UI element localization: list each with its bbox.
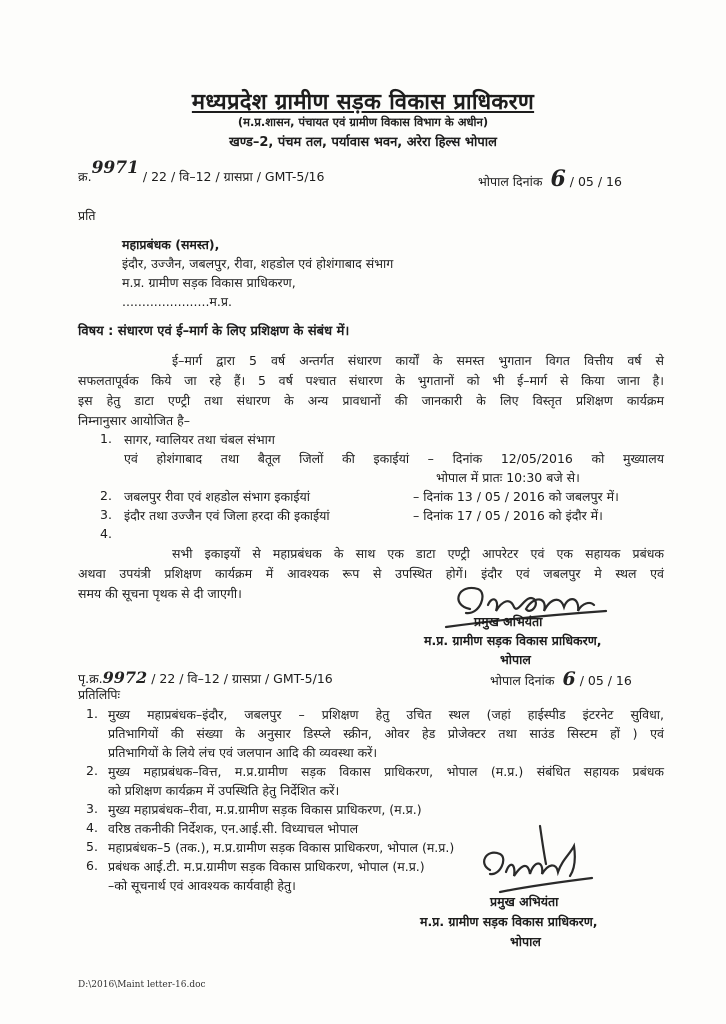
list-item: भोपाल में प्रातः 10:30 बजे से। [436,470,580,485]
handwritten-date-day: 6 [562,668,576,690]
list-number: 1. [86,706,98,721]
prati-label: प्रति [78,208,96,223]
list-number: 2. [100,488,112,503]
signatory-city: भोपाल [500,652,531,667]
ref-prefix: पृ.क्र. [78,671,103,686]
copies-label: प्रतिलिपिः [78,687,121,702]
list-number: 6. [86,858,98,873]
copy-line: महाप्रबंधक–5 (तक.), म.प्र.ग्रामीण सड़क विकास प्राधिकरण, भोपाल (म.प्र.) [108,840,455,855]
list-number: 5. [86,839,98,854]
handwritten-ref-no: 9971 [91,158,139,178]
ref-date [478,166,622,192]
org-address: खण्ड–2, पंचम तल, पर्यावास भवन, अरेरा हिल्स भोपाल [229,135,497,150]
ref-number-2 [78,668,333,687]
list-item: सागर, ग्वालियर तथा चंबल संभाग [124,432,275,447]
copy-line: –को सूचनार्थ एवं आवश्यक कार्यवाही हेतु। [108,878,296,893]
body-line: सफलतापूर्वक किये जा रहे हैं। 5 वर्ष पश्चात संधारण के भुगतानों को भी ई–मार्ग से किया जाना है। [78,373,664,388]
copy-line: प्रबंधक आई.टी. म.प्र.ग्रामीण सड़क विकास प्राधिकरण, भोपाल (म.प्र.) [108,859,425,874]
list-number: 4. [86,820,98,835]
addressee-line-4: ......................म.प्र. [122,294,232,309]
signatory-city: भोपाल [510,934,541,949]
body-line: निम्नानुसार आयोजित है– [78,413,191,428]
list-number: 3. [86,801,98,816]
date-label: भोपाल दिनांक [478,174,543,189]
ref-number [78,158,325,186]
addressee-line-2: इंदौर, उज्जैन, जबलपुर, रीवा, शहडोल एवं होशंगाबाद संभाग [122,256,394,271]
signatory-org: म.प्र. ग्रामीण सड़क विकास प्राधिकरण, [424,633,602,648]
date-rest: / 05 / 16 [579,673,632,688]
list-number: 4. [100,526,112,541]
body-line: सभी इकाइयों से महाप्रबंधक के साथ एक डाटा एण्ट्री आपरेटर एवं एक सहायक प्रबंधक [172,546,664,561]
signatory-org: म.प्र. ग्रामीण सड़क विकास प्राधिकरण, [420,914,598,929]
list-item: एवं होशंगाबाद तथा बैतूल जिलों की इकाईयां – दिनांक 12/05/2016 को मुख्यालय [124,451,664,466]
list-item: जबलपुर रीवा एवं शहडोल संभाग इकाईयां [124,489,311,504]
body-line: अथवा उपयंत्री प्रशिक्षण कार्यक्रम में आवश्यक रूप से उपस्थित होगें। इंदौर एवं जबलपुर मे स्थल एवं [78,566,664,581]
org-subtitle: (म.प्र.शासन, पंचायत एवं ग्रामीण विकास विभाग के अधीन) [237,115,489,129]
copy-line: प्रतिभागियों की संख्या के अनुसार डिस्प्ले स्क्रीन, ओवर हेड प्रोजेक्टर तथा साउंड सिस्टम हों ) एवं [108,726,664,741]
body-line: समय की सूचना पृथक से दी जाएगी। [78,586,242,601]
file-path-footer: D:\2016\Maint letter-16.doc [78,980,206,990]
list-item: इंदौर तथा उज्जैन एवं जिला हरदा की इकाईयां [124,508,330,523]
copy-line: मुख्य महाप्रबंधक–वित्त, म.प्र.ग्रामीण सड़क विकास प्राधिकरण, भोपाल (म.प्र.) संबंधित सहायक प्रबंधक [108,764,664,779]
list-item: – दिनांक 13 / 05 / 2016 को जबलपुर में। [413,489,619,504]
copy-line: मुख्य महाप्रबंधक–इंदौर, जबलपुर – प्रशिक्षण हेतु उचित स्थल (जहां हाईस्पीड इंटरनेट सुविधा, [108,707,664,722]
ref-prefix: क्र. [78,169,92,184]
org-title: मध्यप्रदेश ग्रामीण सड़क विकास प्राधिकरण [191,90,535,115]
body-line: इस हेतु डाटा एण्ट्री तथा संधारण के अन्य प्रावधानों की जानकारी के लिए विस्तृत प्रशिक्षण कार्यक्रम [78,393,664,408]
subject-line: विषय : संधारण एवं ई–मार्ग के लिए प्रशिक्षण के संबंध में। [78,324,350,339]
copy-line: प्रतिभागियों के लिये लंच एवं जलपान आदि की व्यवस्था करें। [108,745,378,760]
handwritten-date-day: 6 [550,166,566,192]
list-number: 1. [100,431,112,446]
copy-line: वरिष्ठ तकनीकी निर्देशक, एन.आई.सी. विध्याचल भोपाल [108,821,359,836]
body-line: ई–मार्ग द्वारा 5 वर्ष अन्तर्गत संधारण कार्यों के समस्त भुगतान विगत वित्तीय वर्ष से [172,353,664,368]
date-label: भोपाल दिनांक [490,673,555,688]
list-item: – दिनांक 17 / 05 / 2016 को इंदौर में। [413,508,603,523]
date-rest: / 05 / 16 [569,174,622,189]
signatory-title: प्रमुख अभियंता [490,894,559,909]
handwritten-ref-no: 9972 [102,668,148,687]
signatory-title: प्रमुख अभियंता [474,614,543,629]
addressee-line-1: महाप्रबंधक (समस्त), [122,237,220,252]
ref-date-2 [490,668,632,690]
list-number: 3. [100,507,112,522]
copy-line: को प्रशिक्षण कार्यक्रम में उपस्थिति हेतु निर्देशित करें। [108,783,340,798]
copy-line: मुख्य महाप्रबंधक–रीवा, म.प्र.ग्रामीण सड़क विकास प्राधिकरण, (म.प्र.) [108,802,422,817]
ref-code: / 22 / वि–12 / ग्रासप्रा / GMT-5/16 [142,169,325,184]
ref-code: / 22 / वि–12 / ग्रासप्रा / GMT-5/16 [151,671,333,686]
signature-2 [470,820,600,900]
addressee-line-3: म.प्र. ग्रामीण सड़क विकास प्राधिकरण, [122,275,296,290]
list-number: 2. [86,763,98,778]
